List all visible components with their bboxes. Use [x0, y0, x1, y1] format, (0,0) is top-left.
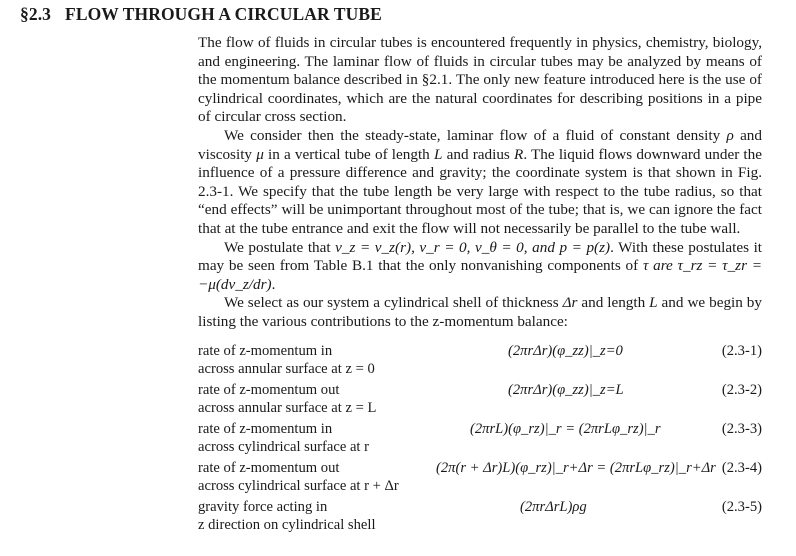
section-heading	[20, 4, 382, 25]
label-line: gravity force acting in	[198, 499, 328, 515]
equation-expression: (2πrΔr)(φ_zz)|_z=L	[508, 382, 624, 398]
label-line: z direction on cylindrical shell	[198, 517, 376, 533]
label-line: across cylindrical surface at r	[198, 439, 369, 455]
label-line: rate of z-momentum out	[198, 460, 340, 476]
paragraph-system	[198, 294, 762, 331]
equation-label	[198, 498, 376, 534]
math-R: R	[514, 145, 524, 163]
equation-expression: (2πrΔrL)ρg	[520, 499, 587, 515]
text-span: and we begin by listing the various contributions to the z-momentum balance:	[198, 294, 762, 330]
equation-number: (2.3-3)	[721, 421, 762, 437]
label-line: rate of z-momentum in	[198, 343, 333, 359]
math-stress-components: τ are τ_rz = τ_zr = −μ(dv_z/dr)	[198, 257, 762, 293]
body-text	[198, 34, 762, 332]
paragraph-intro: The flow of fluids in circular tubes is encountered frequently in physics, chemistry, biology, and engineering. The laminar flow of fluids in circular tubes may be analyzed by means of the momentum balance described in §2.1. The only new feature introduced here is the use of cylindrical coordinates, which are the natural coordinates for describing positions in a pipe of circular cross section.	[198, 34, 762, 126]
label-line: rate of z-momentum out	[198, 382, 340, 398]
text-span: We postulate that	[224, 238, 336, 256]
equation-label	[198, 420, 369, 456]
text-span: We consider then the steady-state, laminar flow of a fluid of constant density	[224, 126, 727, 144]
section-title: FLOW THROUGH A CIRCULAR TUBE	[65, 4, 382, 24]
equation-row	[198, 342, 762, 380]
label-line: across cylindrical surface at r + Δr	[198, 478, 399, 494]
math-mu: μ	[256, 145, 264, 163]
equation-expression: (2πrL)(φ_rz)|_r = (2πrLφ_rz)|_r	[470, 421, 661, 437]
label-line: across annular surface at z = L	[198, 400, 377, 416]
text-span: in a vertical tube of length	[263, 145, 434, 163]
section-number: §2.3	[20, 4, 52, 24]
equation-expression: (2πrΔr)(φ_zz)|_z=0	[508, 343, 623, 359]
math-rho: ρ	[726, 126, 734, 144]
equation-number: (2.3-1)	[721, 343, 762, 359]
equation-row	[198, 459, 762, 497]
equation-number: (2.3-5)	[721, 499, 762, 515]
equation-label	[198, 342, 375, 378]
equation-row	[198, 420, 762, 458]
text-span: and viscosity	[198, 126, 762, 163]
equation-number: (2.3-2)	[721, 382, 762, 398]
equation-number: (2.3-4)	[721, 460, 762, 476]
label-line: rate of z-momentum in	[198, 421, 333, 437]
paragraph-postulate	[198, 239, 762, 295]
equation-expression: (2π(r + Δr)L)(φ_rz)|_r+Δr = (2πrLφ_rz)|_r+Δr	[436, 460, 716, 476]
equation-label	[198, 381, 376, 417]
label-line: across annular surface at z = 0	[198, 361, 375, 377]
text-span: . With these postulates it may be seen from Table B.1 that the only nonvanishing components of	[198, 238, 763, 275]
text-span: .	[271, 275, 276, 293]
text-span: We select as our system a cylindrical shell of thickness	[224, 294, 563, 312]
math-L: L	[649, 294, 658, 312]
math-velocity-postulates: v_z = v_z(r), v_r = 0, v_θ = 0, and p = p(z)	[335, 238, 611, 256]
math-L: L	[433, 145, 443, 163]
math-delta-r: Δr	[562, 294, 578, 312]
equation-row	[198, 381, 762, 419]
paragraph-setup	[198, 127, 762, 239]
text-span: and radius	[442, 145, 515, 163]
equation-row	[198, 498, 762, 536]
equation-label	[198, 459, 399, 495]
text-span: . The liquid flows downward under the influence of a pressure difference and gravity; the coordinate system is that shown in Fig. 2.3-1. We specify that the tube length be very large with respect to the tube radius, so that “end effects” will be unimportant throughout most of the tube; that is, we can ignore the fact that at the tube entrance and exit the flow will not necessarily be parallel to the tube wall.	[198, 145, 762, 237]
text-span: and length	[577, 294, 650, 312]
